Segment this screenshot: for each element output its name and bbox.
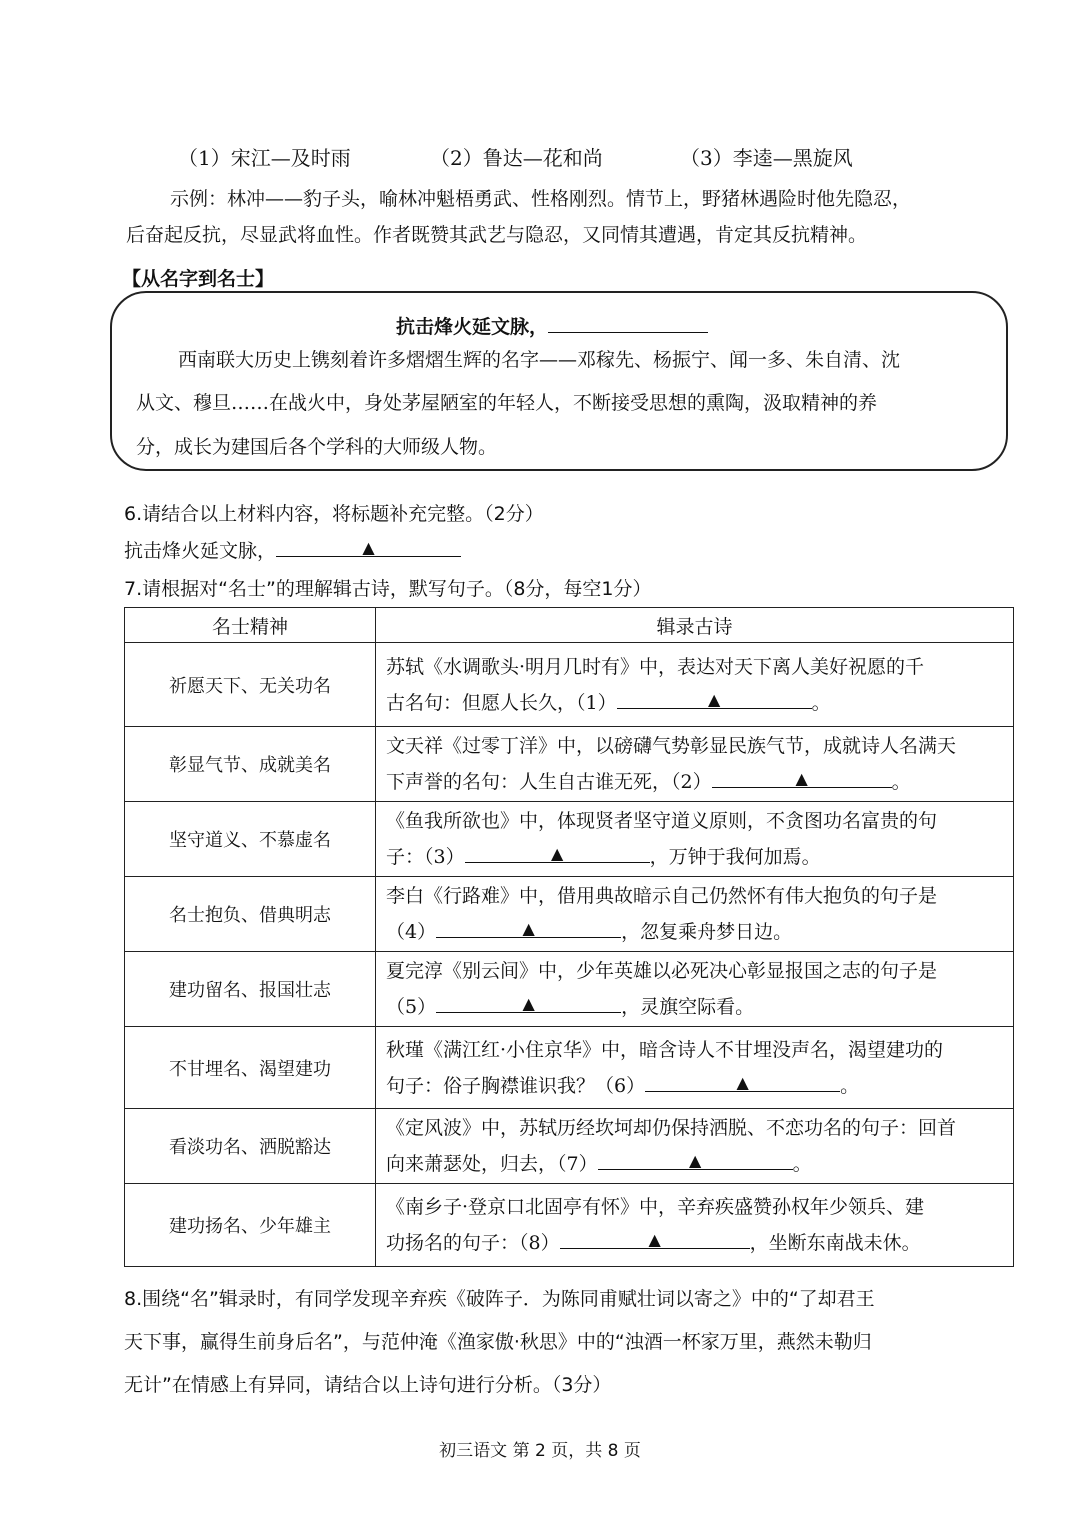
spirit-cell: 彰显气节、成就美名 (125, 727, 376, 802)
title-blank (548, 314, 708, 333)
triangle-marker-icon: ▲ (362, 538, 375, 557)
triangle-marker-icon: ▲ (795, 769, 808, 788)
answer-blank-6[interactable] (645, 1073, 840, 1092)
header-poems: 辑录古诗 (376, 608, 1014, 643)
option-3: （3）李逵—黑旋风 (680, 146, 853, 170)
q8-line-3: 无计”在情感上有异同，请结合以上诗句进行分析。（3分） (124, 1374, 612, 1396)
poem-cell (376, 1027, 1014, 1109)
option-1: （1）宋江—及时雨 (178, 146, 351, 170)
answer-blank-8[interactable] (560, 1230, 750, 1249)
header-spirit: 名士精神 (125, 608, 376, 643)
poem-line-2 (386, 914, 1003, 950)
poem-line-2-post: ，忽复乘舟梦日边。 (621, 921, 793, 943)
page-footer: 初三语文 第 2 页，共 8 页 (439, 1441, 641, 1461)
poem-cell (376, 1184, 1014, 1267)
q7-prompt: 7.请根据对“名士”的理解辑古诗，默写句子。（8分，每空1分） (124, 578, 652, 600)
poem-line-2-pre: （4） (386, 921, 437, 943)
table-row (125, 952, 1014, 1027)
poem-line-2-pre: （5） (386, 996, 437, 1018)
poem-cell (376, 877, 1014, 952)
material-line-1: 西南联大历史上镌刻着许多熠熠生辉的名字——邓稼先、杨振宁、闻一多、朱自清、沈 (178, 349, 901, 371)
poem-line-2-post: 。 (840, 1074, 860, 1097)
spirit-cell: 坚守道义、不慕虚名 (125, 802, 376, 877)
poem-line-2 (386, 685, 1003, 721)
table-header-row (125, 608, 1014, 643)
q8-line-2: 天下事，赢得生前身后名”，与范仲淹《渔家傲·秋思》中的“浊酒一杯家万里，燕然未勒归 (124, 1331, 872, 1353)
poem-line-2-pre: 功扬名的句子：（8） (386, 1232, 560, 1254)
spirit-cell: 不甘埋名、渴望建功 (125, 1027, 376, 1109)
material-box-title (396, 312, 708, 339)
poem-line-2-pre: 下声誉的名句：人生自古谁无死，（2） (386, 771, 712, 793)
spirit-cell: 祈愿天下、无关功名 (125, 643, 376, 727)
example-line-1: 示例：林冲——豹子头，喻林冲魁梧勇武、性格刚烈。情节上，野猪林遇险时他先隐忍， (170, 188, 912, 210)
triangle-marker-icon: ▲ (522, 994, 535, 1013)
answer-blank-2[interactable] (712, 769, 892, 788)
poem-table (124, 607, 1014, 1267)
spirit-cell: 看淡功名、洒脱豁达 (125, 1109, 376, 1184)
poem-line-1: 《定风波》中，苏轼历经坎坷却仍保持洒脱、不恋功名的句子：回首 (386, 1117, 957, 1139)
answer-blank-5[interactable] (436, 994, 621, 1013)
poem-line-1: 秋瑾《满江红·小住京华》中，暗含诗人不甘埋没声名，渴望建功的 (386, 1038, 944, 1061)
material-line-3: 分，成长为建国后各个学科的大师级人物。 (136, 436, 498, 458)
triangle-marker-icon: ▲ (550, 844, 564, 863)
poem-line-1: 苏轼《水调歌头·明月几时有》中，表达对天下离人美好祝愿的千 (386, 655, 925, 678)
character-options (178, 146, 853, 170)
poem-line-2-post: 。 (811, 691, 831, 714)
poem-line-1: 《鱼我所欲也》中，体现贤者坚守道义原则，不贪图功名富贵的句 (386, 810, 938, 832)
spirit-cell: 建功留名、报国壮志 (125, 952, 376, 1027)
table-row (125, 1027, 1014, 1109)
poem-line-2-post: 。 (792, 1153, 812, 1175)
poem-line-1: 文天祥《过零丁洋》中，以磅礴气势彰显民族气节，成就诗人名满天 (386, 735, 957, 757)
poem-cell (376, 1109, 1014, 1184)
table-row (125, 802, 1014, 877)
poem-line-2 (386, 989, 1003, 1025)
q6-blank[interactable] (276, 538, 461, 557)
material-title-text: 抗击烽火延文脉， (396, 316, 549, 338)
answer-blank-1[interactable] (617, 690, 812, 709)
poem-line-1: 夏完淳《别云间》中，少年英雄以必死决心彰显报国之志的句子是 (386, 960, 938, 982)
poem-line-2-post: ，万钟于我何加焉。 (649, 846, 821, 868)
poem-line-2 (386, 839, 1003, 875)
q6-answer-prefix: 抗击烽火延文脉， (124, 540, 277, 562)
poem-line-2-post: ，灵旗空际看。 (621, 996, 755, 1018)
material-line-2: 从文、穆旦……在战火中，身处茅屋陋室的年轻人，不断接受思想的熏陶，汲取精神的养 (136, 392, 878, 414)
triangle-marker-icon: ▲ (648, 1230, 661, 1249)
poem-cell (376, 952, 1014, 1027)
answer-blank-3[interactable] (465, 844, 650, 863)
q8-line-1: 8.围绕“名”辑录时，有同学发现辛弃疾《破阵子．为陈同甫赋壮词以寄之》中的“了却君王 (124, 1288, 875, 1310)
poem-line-1: 李白《行路难》中，借用典故暗示自己仍然怀有伟大抱负的句子是 (386, 885, 938, 907)
poem-cell (376, 802, 1014, 877)
triangle-marker-icon: ▲ (688, 1151, 702, 1170)
section-heading: 【从名字到名士】 (122, 268, 275, 290)
answer-blank-7[interactable] (598, 1151, 793, 1170)
poem-line-2-post: 。 (891, 771, 911, 793)
poem-line-1: 《南乡子·登京口北固亭有怀》中，辛弃疾盛赞孙权年少领兵、建 (386, 1196, 925, 1218)
poem-line-2-pre: 句子：俗子胸襟谁识我？（6） (386, 1074, 646, 1097)
poem-cell (376, 643, 1014, 727)
answer-blank-4[interactable] (436, 919, 621, 938)
spirit-cell: 建功扬名、少年雄主 (125, 1184, 376, 1267)
table-row (125, 877, 1014, 952)
triangle-marker-icon: ▲ (522, 919, 535, 938)
table-row (125, 1184, 1014, 1267)
poem-line-2 (386, 764, 1003, 800)
poem-cell (376, 727, 1014, 802)
option-2: （2）鲁达—花和尚 (430, 146, 603, 170)
poem-line-2-pre: 子：（3） (386, 846, 465, 868)
spirit-cell: 名士抱负、借典明志 (125, 877, 376, 952)
table-row (125, 1109, 1014, 1184)
table-row (125, 727, 1014, 802)
q6-answer-line (124, 536, 461, 563)
example-line-2: 后奋起反抗，尽显武将血性。作者既赞其武艺与隐忍，又同情其遭遇，肯定其反抗精神。 (126, 224, 868, 246)
table-row (125, 643, 1014, 727)
poem-line-2-pre: 古名句：但愿人长久，（1） (386, 691, 617, 714)
poem-line-2 (386, 1225, 1003, 1261)
triangle-marker-icon: ▲ (707, 689, 721, 709)
poem-line-2 (386, 1146, 1003, 1182)
poem-line-2-post: ，坐断东南战未休。 (749, 1232, 921, 1254)
q6-prompt: 6.请结合以上材料内容，将标题补充完整。（2分） (124, 503, 544, 525)
triangle-marker-icon: ▲ (736, 1072, 749, 1092)
poem-line-2-pre: 向来萧瑟处，归去，（7） (386, 1153, 598, 1175)
poem-line-2 (386, 1068, 1003, 1104)
